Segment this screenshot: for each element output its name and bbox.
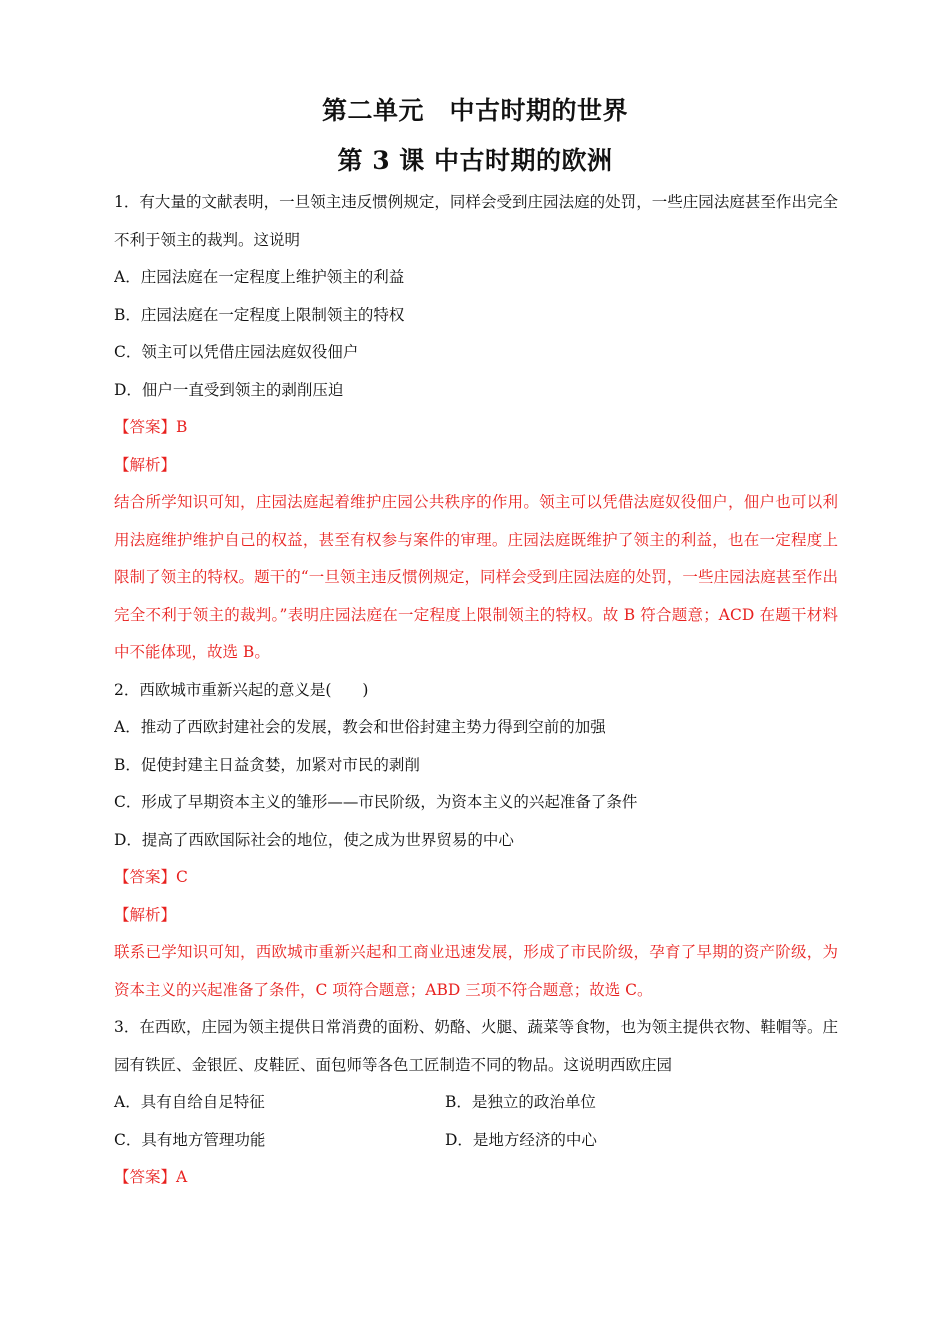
question-3-option-a: A．具有自给自足特征	[114, 1093, 265, 1111]
document-body	[114, 184, 838, 1197]
question-2-stem: 2．西欧城市重新兴起的意义是( )	[114, 680, 369, 699]
question-1-stem: 1．有大量的文献表明，一旦领主违反惯例规定，同样会受到庄园法庭的处罚，一些庄园法庭甚至作出完全不利于领主的裁判。这说明	[114, 193, 838, 249]
question-1-option-c: C．领主可以凭借庄园法庭奴役佃户	[114, 343, 359, 361]
question-2-option-b: B．促使封建主日益贪婪，加紧对市民的剥削	[114, 755, 420, 774]
question-1-analysis-label: 【解析】	[114, 455, 177, 474]
question-3-stem: 3．在西欧，庄园为领主提供日常消费的面粉、奶酪、火腿、蔬菜等食物，也为领主提供衣物、鞋帽等。庄园有铁匠、金银匠、皮鞋匠、面包师等各色工匠制造不同的物品。这说明西欧庄园	[114, 1018, 838, 1074]
question-2-option-d: D．提高了西欧国际社会的地位，使之成为世界贸易的中心	[114, 830, 514, 849]
question-3-options-row-1	[114, 1084, 838, 1122]
question-2-option-a: A．推动了西欧封建社会的发展，教会和世俗封建主势力得到空前的加强	[114, 718, 606, 736]
question-2-analysis-label: 【解析】	[114, 905, 177, 924]
question-3-options-row-2	[114, 1122, 838, 1160]
question-1-option-d: D．佃户一直受到领主的剥削压迫	[114, 380, 344, 399]
question-3-option-c: C．具有地方管理功能	[114, 1130, 266, 1149]
question-2-answer: 【答案】C	[114, 868, 188, 886]
question-3-answer: 【答案】A	[114, 1168, 188, 1186]
question-2-analysis: 联系已学知识可知，西欧城市重新兴起和工商业迅速发展，形成了市民阶级，孕育了早期的资产阶级，为资本主义的兴起准备了条件，C 项符合题意；ABD 三项不符合题意；故选 C。	[114, 943, 838, 999]
lesson-title: 第 3 课 中古时期的欧洲	[337, 146, 613, 175]
question-2-option-c: C．形成了早期资本主义的雏形——市民阶级，为资本主义的兴起准备了条件	[114, 793, 638, 811]
question-1-answer: 【答案】B	[114, 418, 188, 436]
unit-title: 第二单元 中古时期的世界	[321, 96, 628, 125]
question-3-option-b: B．是独立的政治单位	[445, 1093, 596, 1111]
question-3-option-d: D．是地方经济的中心	[445, 1130, 597, 1149]
question-1-option-b: B．庄园法庭在一定程度上限制领主的特权	[114, 305, 405, 324]
question-1-option-a: A．庄园法庭在一定程度上维护领主的利益	[114, 268, 405, 286]
question-1-analysis: 结合所学知识可知，庄园法庭起着维护庄园公共秩序的作用。领主可以凭借法庭奴役佃户，佃户也可以利用法庭维护维护自己的权益，甚至有权参与案件的审理。庄园法庭既维护了领主的利益，也在一定程度上限制了领主的特权。题干的“一旦领主违反惯例规定，同样会受到庄园法庭的处罚，一些庄园法庭甚至作出完全不利于领主的裁判。”表明庄园法庭在一定程度上限制领主的特权。故 B 符合题意；ACD 在题干材料中不能体现，故选 B。	[114, 493, 838, 661]
